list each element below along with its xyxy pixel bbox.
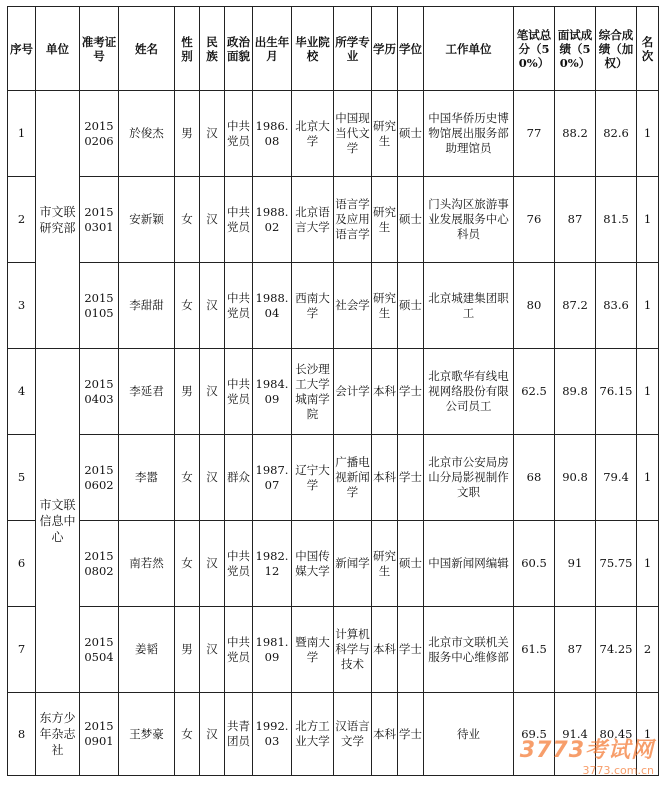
table-row — [8, 349, 659, 435]
cell-overall: 81.5 — [596, 177, 637, 263]
header-degree: 学位 — [398, 7, 424, 91]
cell-overall: 76.15 — [596, 349, 637, 435]
cell-ethnic: 汉 — [200, 435, 225, 521]
cell-written: 62.5 — [514, 349, 555, 435]
cell-exam-id: 20150504 — [80, 607, 119, 693]
cell-rank: 1 — [637, 435, 659, 521]
cell-education: 研究生 — [372, 91, 398, 177]
cell-gender: 女 — [175, 263, 200, 349]
cell-rank: 1 — [637, 349, 659, 435]
header-birth: 出生年月 — [253, 7, 292, 91]
cell-unit: 市文联研究部 — [36, 91, 80, 349]
cell-gender: 男 — [175, 607, 200, 693]
cell-political: 中共党员 — [225, 607, 253, 693]
cell-overall: 74.25 — [596, 607, 637, 693]
cell-political: 群众 — [225, 435, 253, 521]
cell-interview: 87 — [555, 607, 596, 693]
header-rank: 名次 — [637, 7, 659, 91]
cell-birth: 1992.03 — [253, 693, 292, 776]
cell-written: 80 — [514, 263, 555, 349]
cell-name: 安新颖 — [119, 177, 175, 263]
cell-interview: 91.4 — [555, 693, 596, 776]
cell-workplace: 中国新闻网编辑 — [424, 521, 514, 607]
cell-written: 76 — [514, 177, 555, 263]
cell-name: 於俊杰 — [119, 91, 175, 177]
cell-no: 7 — [8, 607, 36, 693]
cell-rank: 1 — [637, 693, 659, 776]
cell-interview: 90.8 — [555, 435, 596, 521]
cell-unit: 东方少年杂志社 — [36, 693, 80, 776]
header-workplace: 工作单位 — [424, 7, 514, 91]
cell-political: 中共党员 — [225, 177, 253, 263]
cell-interview: 89.8 — [555, 349, 596, 435]
header-major: 所学专业 — [334, 7, 372, 91]
cell-ethnic: 汉 — [200, 521, 225, 607]
cell-exam-id: 20150602 — [80, 435, 119, 521]
cell-ethnic: 汉 — [200, 263, 225, 349]
header-overall: 综合成绩（加权） — [596, 7, 637, 91]
cell-political: 中共党员 — [225, 91, 253, 177]
cell-gender: 女 — [175, 177, 200, 263]
cell-birth: 1988.02 — [253, 177, 292, 263]
cell-education: 本科 — [372, 607, 398, 693]
header-exam-id: 准考证号 — [80, 7, 119, 91]
cell-gender: 女 — [175, 435, 200, 521]
cell-name: 李延君 — [119, 349, 175, 435]
cell-birth: 1987.07 — [253, 435, 292, 521]
cell-degree: 学士 — [398, 349, 424, 435]
cell-birth: 1981.09 — [253, 607, 292, 693]
cell-rank: 1 — [637, 263, 659, 349]
cell-written: 60.5 — [514, 521, 555, 607]
cell-interview: 88.2 — [555, 91, 596, 177]
cell-no: 1 — [8, 91, 36, 177]
cell-birth: 1984.09 — [253, 349, 292, 435]
cell-birth: 1986.08 — [253, 91, 292, 177]
table-row — [8, 693, 659, 776]
header-interview: 面试成绩（50%） — [555, 7, 596, 91]
cell-exam-id: 20150206 — [80, 91, 119, 177]
header-row — [8, 7, 659, 91]
header-gender: 性别 — [175, 7, 200, 91]
cell-school: 中国传媒大学 — [292, 521, 334, 607]
cell-major: 中国现当代文学 — [334, 91, 372, 177]
cell-major: 语言学及应用语言学 — [334, 177, 372, 263]
cell-school: 西南大学 — [292, 263, 334, 349]
cell-exam-id: 20150901 — [80, 693, 119, 776]
cell-ethnic: 汉 — [200, 177, 225, 263]
cell-workplace: 门头沟区旅游事业发展服务中心科员 — [424, 177, 514, 263]
cell-exam-id: 20150802 — [80, 521, 119, 607]
cell-interview: 87.2 — [555, 263, 596, 349]
cell-education: 本科 — [372, 435, 398, 521]
cell-overall: 79.4 — [596, 435, 637, 521]
cell-education: 本科 — [372, 349, 398, 435]
cell-overall: 83.6 — [596, 263, 637, 349]
watermark-logo-text: 3773考试网 — [519, 738, 654, 763]
header-school: 毕业院校 — [292, 7, 334, 91]
cell-name: 王梦豪 — [119, 693, 175, 776]
header-political: 政治面貌 — [225, 7, 253, 91]
cell-degree: 学士 — [398, 607, 424, 693]
cell-overall: 82.6 — [596, 91, 637, 177]
cell-degree: 硕士 — [398, 521, 424, 607]
cell-major: 汉语言文学 — [334, 693, 372, 776]
cell-major: 社会学 — [334, 263, 372, 349]
table-row — [8, 435, 659, 521]
cell-no: 8 — [8, 693, 36, 776]
cell-overall: 75.75 — [596, 521, 637, 607]
cell-rank: 1 — [637, 177, 659, 263]
header-written: 笔试总分（50%） — [514, 7, 555, 91]
cell-overall: 80.45 — [596, 693, 637, 776]
table-row — [8, 91, 659, 177]
cell-gender: 男 — [175, 91, 200, 177]
cell-no: 5 — [8, 435, 36, 521]
cell-name: 姜韬 — [119, 607, 175, 693]
cell-rank: 1 — [637, 521, 659, 607]
cell-ethnic: 汉 — [200, 91, 225, 177]
cell-interview: 91 — [555, 521, 596, 607]
cell-interview: 87 — [555, 177, 596, 263]
cell-school: 辽宁大学 — [292, 435, 334, 521]
cell-no: 3 — [8, 263, 36, 349]
cell-major: 会计学 — [334, 349, 372, 435]
cell-school: 暨南大学 — [292, 607, 334, 693]
cell-name: 李嚣 — [119, 435, 175, 521]
cell-ethnic: 汉 — [200, 693, 225, 776]
cell-ethnic: 汉 — [200, 607, 225, 693]
cell-political: 中共党员 — [225, 263, 253, 349]
cell-political: 中共党员 — [225, 349, 253, 435]
cell-workplace: 北京市公安局房山分局影视制作文职 — [424, 435, 514, 521]
cell-degree: 硕士 — [398, 91, 424, 177]
table-row — [8, 263, 659, 349]
cell-degree: 学士 — [398, 693, 424, 776]
cell-workplace: 北京市文联机关服务中心维修部 — [424, 607, 514, 693]
cell-unit: 市文联信息中心 — [36, 349, 80, 693]
cell-education: 研究生 — [372, 521, 398, 607]
cell-no: 6 — [8, 521, 36, 607]
cell-major: 新闻学 — [334, 521, 372, 607]
cell-ethnic: 汉 — [200, 349, 225, 435]
cell-major: 计算机科学与技术 — [334, 607, 372, 693]
table-row — [8, 521, 659, 607]
cell-political: 中共党员 — [225, 521, 253, 607]
cell-education: 本科 — [372, 693, 398, 776]
cell-name: 李甜甜 — [119, 263, 175, 349]
cell-written: 61.5 — [514, 607, 555, 693]
cell-written: 69.5 — [514, 693, 555, 776]
cell-written: 68 — [514, 435, 555, 521]
table-row — [8, 607, 659, 693]
cell-gender: 女 — [175, 521, 200, 607]
cell-gender: 男 — [175, 349, 200, 435]
cell-education: 研究生 — [372, 177, 398, 263]
cell-school: 北方工业大学 — [292, 693, 334, 776]
cell-education: 研究生 — [372, 263, 398, 349]
cell-written: 77 — [514, 91, 555, 177]
cell-workplace: 中国华侨历史博物馆展出服务部助理馆员 — [424, 91, 514, 177]
cell-birth: 1982.12 — [253, 521, 292, 607]
cell-political: 共青团员 — [225, 693, 253, 776]
cell-exam-id: 20150403 — [80, 349, 119, 435]
cell-school: 北京语言大学 — [292, 177, 334, 263]
cell-degree: 硕士 — [398, 177, 424, 263]
cell-no: 4 — [8, 349, 36, 435]
watermark-url: 3773.com.cn — [582, 764, 654, 777]
header-unit: 单位 — [36, 7, 80, 91]
cell-degree: 硕士 — [398, 263, 424, 349]
cell-gender: 女 — [175, 693, 200, 776]
cell-school: 北京大学 — [292, 91, 334, 177]
cell-exam-id: 20150301 — [80, 177, 119, 263]
cell-workplace: 北京歌华有线电视网络股份有限公司员工 — [424, 349, 514, 435]
cell-major: 广播电视新闻学 — [334, 435, 372, 521]
cell-workplace: 北京城建集团职工 — [424, 263, 514, 349]
results-table — [7, 6, 659, 776]
cell-birth: 1988.04 — [253, 263, 292, 349]
cell-degree: 学士 — [398, 435, 424, 521]
cell-rank: 1 — [637, 91, 659, 177]
header-education: 学历 — [372, 7, 398, 91]
cell-name: 南若然 — [119, 521, 175, 607]
cell-workplace: 待业 — [424, 693, 514, 776]
header-no: 序号 — [8, 7, 36, 91]
cell-school: 长沙理工大学城南学院 — [292, 349, 334, 435]
cell-rank: 2 — [637, 607, 659, 693]
table-row — [8, 177, 659, 263]
cell-no: 2 — [8, 177, 36, 263]
cell-exam-id: 20150105 — [80, 263, 119, 349]
header-name: 姓名 — [119, 7, 175, 91]
header-ethnic: 民族 — [200, 7, 225, 91]
